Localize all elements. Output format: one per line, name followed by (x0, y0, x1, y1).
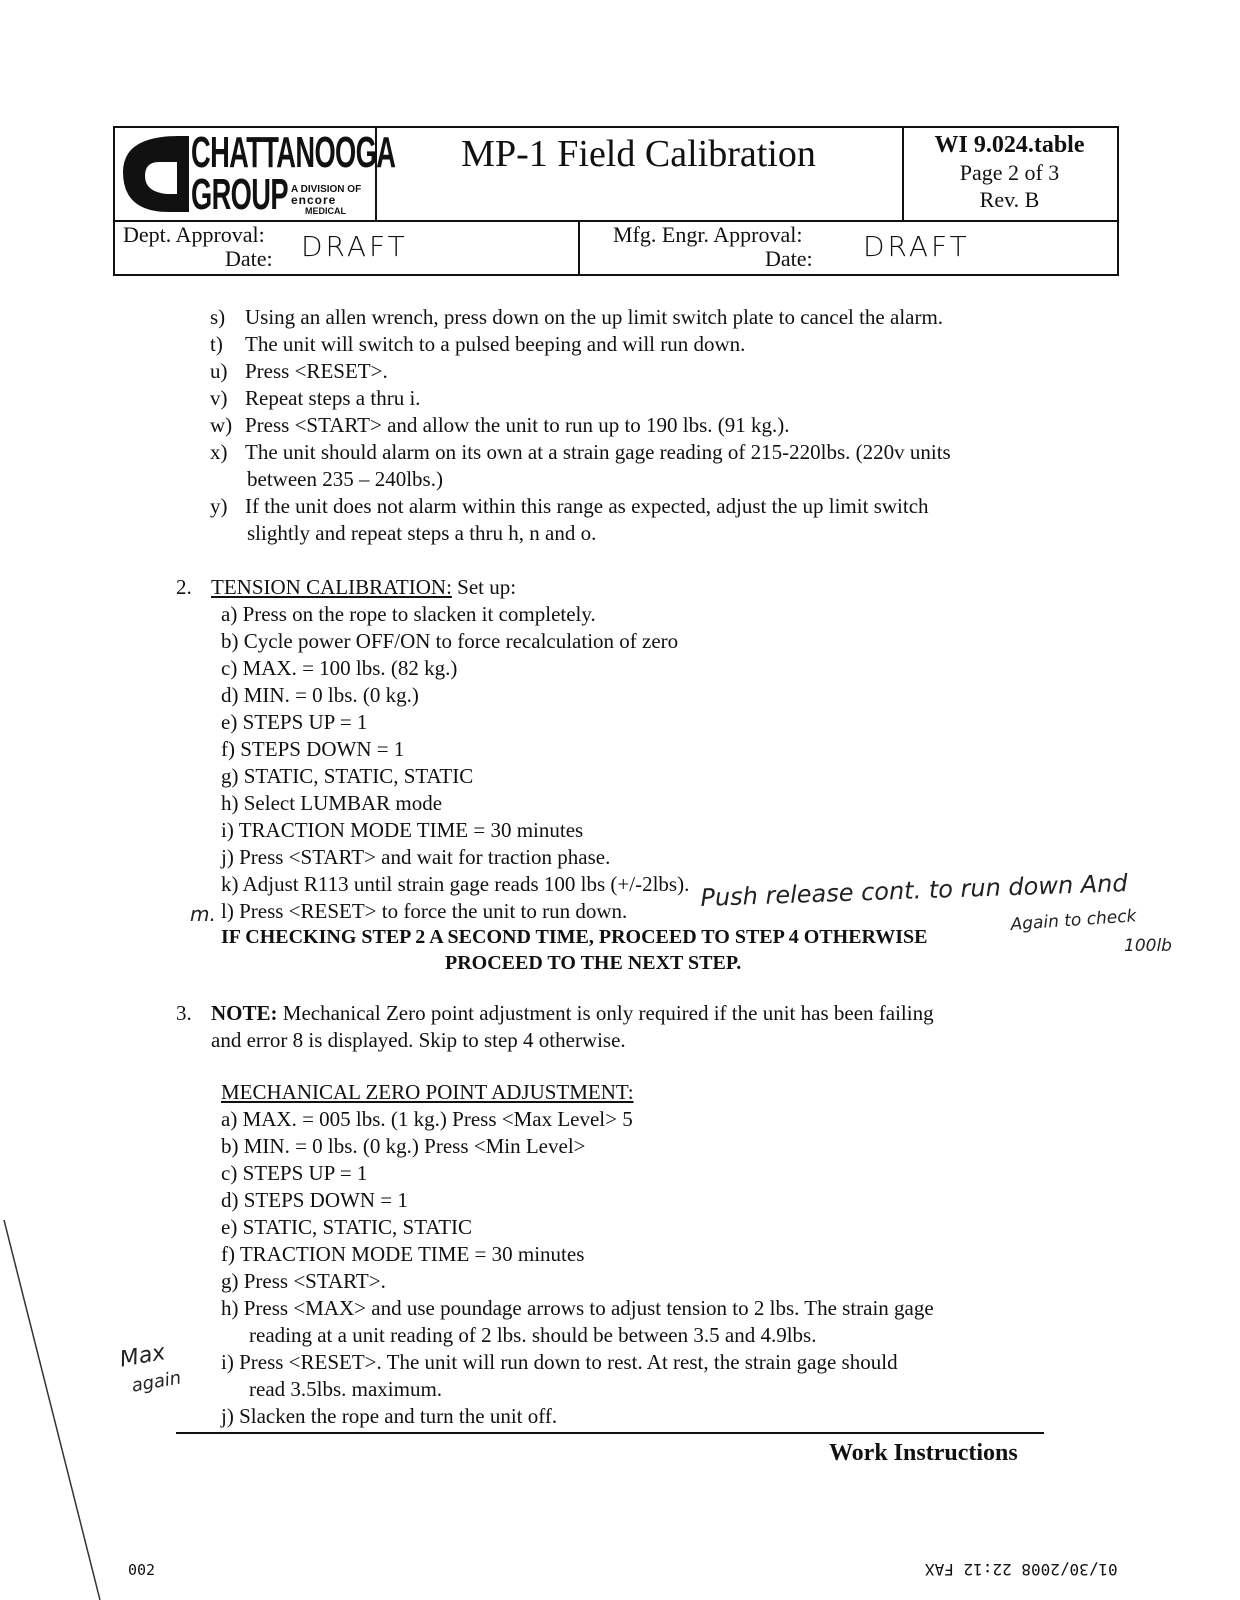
step-text: i) Press <RESET>. The unit will run down to rest. At rest, the strain gage should (221, 1350, 898, 1374)
logo-tag2: encore (291, 193, 337, 207)
step-text: l) Press <RESET> to force the unit to run down. (221, 899, 628, 923)
note-text: Mechanical Zero point adjustment is only required if the unit has been failing (277, 1001, 934, 1025)
approval-row (115, 220, 1117, 274)
step-text: c) STEPS UP = 1 (221, 1161, 368, 1185)
subsection-heading: MECHANICAL ZERO POINT ADJUSTMENT: (221, 1080, 634, 1104)
dept-approval-cell (115, 220, 580, 274)
step-text: f) STEPS DOWN = 1 (221, 737, 405, 761)
page-number: Page 2 of 3 (959, 160, 1060, 185)
step-text: b) MIN. = 0 lbs. (0 kg.) Press <Min Level> (221, 1134, 586, 1158)
step-text: Press <START> and allow the unit to run up to 190 lbs. (91 kg.). (245, 413, 790, 437)
step-text-cont: between 235 – 240lbs.) (247, 467, 443, 491)
logo-line1: CHATTANOOGA (191, 128, 396, 177)
step-text-cont: reading at a unit reading of 2 lbs. should be between 3.5 and 4.9lbs. (249, 1323, 817, 1347)
step-text: g) STATIC, STATIC, STATIC (221, 764, 474, 788)
step-label: v) (210, 386, 228, 410)
step-text: g) Press <START>. (221, 1269, 386, 1293)
section-heading: TENSION CALIBRATION: (211, 575, 452, 599)
step-text: k) Adjust R113 until strain gage reads 100 lbs (+/-2lbs). (221, 872, 690, 896)
handwritten-margin-note: again (130, 1367, 183, 1397)
header-top-row (115, 128, 1117, 222)
handwritten-note: Push release cont. to run down And (700, 869, 1129, 912)
title-cell (375, 128, 904, 220)
step-label: w) (210, 413, 233, 437)
step-label: s) (210, 305, 226, 329)
step-text: h) Select LUMBAR mode (221, 791, 443, 815)
step-text: The unit will switch to a pulsed beeping and will run down. (245, 332, 746, 356)
mfg-date-label: Date: (765, 246, 813, 271)
section-heading-suffix: Set up: (451, 575, 517, 599)
document-title: MP-1 Field Calibration (461, 133, 816, 175)
step-text: If the unit does not alarm within this range as expected, adjust the up limit switch (245, 494, 929, 518)
step-text: d) MIN. = 0 lbs. (0 kg.) (221, 683, 419, 707)
footer-rule (176, 1432, 1044, 1434)
fax-stamp: 01/30/2008 22:12 FAX (925, 1560, 1118, 1579)
step-text: Using an allen wrench, press down on the up limit switch plate to cancel the alarm. (245, 305, 944, 329)
scan-edge-line (0, 1220, 110, 1600)
step-text: Press <RESET>. (245, 359, 388, 383)
step-text: d) STEPS DOWN = 1 (221, 1188, 408, 1212)
step-text: b) Cycle power OFF/ON to force recalculation of zero (221, 629, 679, 653)
step-label: u) (210, 359, 228, 383)
step-text: h) Press <MAX> and use poundage arrows to adjust tension to 2 lbs. The strain gage (221, 1296, 934, 1320)
document-id: WI 9.024.table (934, 132, 1085, 158)
step-text: e) STEPS UP = 1 (221, 710, 368, 734)
section-heading-line (211, 574, 516, 600)
dept-approval-signature: DRAFT (301, 230, 408, 263)
logo-tag3: MEDICAL (305, 206, 346, 216)
warning-line: IF CHECKING STEP 2 A SECOND TIME, PROCEED TO STEP 4 OTHERWISE (221, 926, 928, 948)
step-label: y) (210, 494, 228, 518)
doc-info-cell (902, 128, 1117, 220)
document-header (113, 126, 1119, 276)
step-text: j) Press <START> and wait for traction phase. (221, 845, 611, 869)
section-number: 3. (176, 1001, 192, 1025)
step-text-cont: slightly and repeat steps a thru h, n and o. (247, 521, 597, 545)
mfg-approval-signature: DRAFT (863, 230, 970, 263)
note-text-cont: and error 8 is displayed. Skip to step 4 otherwise. (211, 1028, 626, 1052)
step-text: c) MAX. = 100 lbs. (82 kg.) (221, 656, 458, 680)
mfg-approval-label: Mfg. Engr. Approval: (613, 222, 803, 247)
logo-tag1: A DIVISION OF (291, 184, 362, 195)
step-text: f) TRACTION MODE TIME = 30 minutes (221, 1242, 585, 1266)
revision: Rev. B (979, 187, 1040, 212)
note-label: NOTE: (211, 1001, 278, 1025)
dept-approval-label: Dept. Approval: (123, 222, 265, 247)
step-text: a) Press on the rope to slacken it completely. (221, 602, 596, 626)
footer-title: Work Instructions (829, 1440, 1018, 1466)
logo-line2: GROUP (191, 170, 288, 219)
step-text: Repeat steps a thru i. (245, 386, 421, 410)
handwritten-margin-note: Max (118, 1340, 168, 1373)
section-number: 2. (176, 575, 192, 599)
step-text: e) STATIC, STATIC, STATIC (221, 1215, 473, 1239)
step-label: x) (210, 440, 228, 464)
step-text: j) Slacken the rope and turn the unit off. (221, 1404, 558, 1428)
warning-line: PROCEED TO THE NEXT STEP. (445, 952, 742, 974)
dept-date-label: Date: (225, 246, 273, 271)
handwritten-margin-mark: m. (190, 902, 216, 926)
company-logo (115, 128, 396, 220)
step-text: a) MAX. = 005 lbs. (1 kg.) Press <Max Level> 5 (221, 1107, 633, 1131)
fax-page-mark: 002 (128, 1561, 156, 1579)
step-text: The unit should alarm on its own at a strain gage reading of 215-220lbs. (220v units (245, 440, 951, 464)
handwritten-note: 100lb (1124, 936, 1172, 956)
note-line (211, 1000, 934, 1026)
step-label: t) (210, 332, 223, 356)
step-text: i) TRACTION MODE TIME = 30 minutes (221, 818, 584, 842)
step-text-cont: read 3.5lbs. maximum. (249, 1377, 443, 1401)
handwritten-note: Again to check (1010, 906, 1138, 935)
